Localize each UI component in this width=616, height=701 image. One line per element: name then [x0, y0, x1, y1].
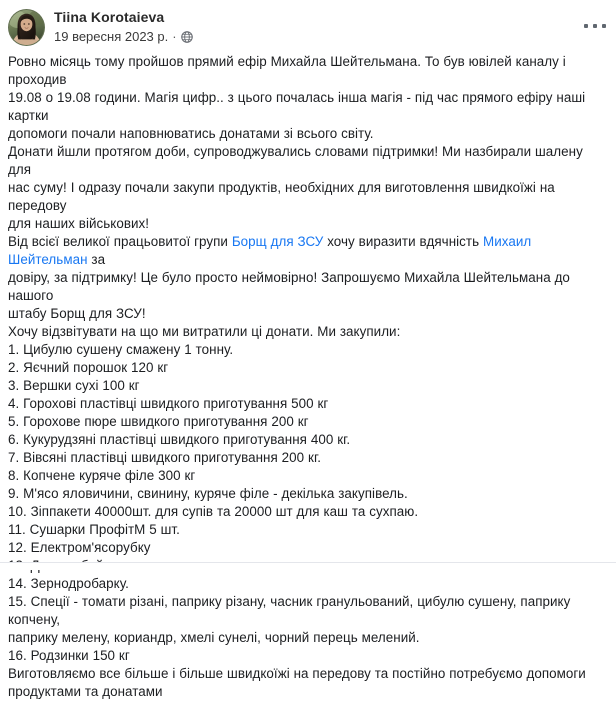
post-text-line: 1. Цибулю сушену смажену 1 тонну.	[8, 342, 234, 357]
post-text-line: довіру, за підтримку! Це було просто неймовірно! Запрошуємо Михайла Шейтельмана до нашого	[8, 270, 570, 303]
post-message	[0, 53, 616, 701]
post-text-line: 4. Горохові пластівці швидкого приготування 500 кг	[8, 396, 329, 411]
post-text-line: 7. Вівсяні пластівці швидкого приготування 200 кг.	[8, 450, 322, 465]
post-text-line: 15. Спеції - томати різані, паприку різану, часник гранульований, цибулю сушену, паприку копчену,	[8, 594, 571, 627]
post-text-fragment: за	[87, 252, 106, 267]
post-text-line: 9. М'ясо яловичини, свинину, куряче філе - декілька закупівель.	[8, 486, 408, 501]
post-text-line: 14. Зернодробарку.	[8, 576, 129, 591]
post-text-line: штабу Борщ для ЗСУ!	[8, 306, 146, 321]
post-text-line: 6. Кукурудзяні пластівці швидкого приготування 400 кг.	[8, 432, 351, 447]
post-text-line: 8. Копчене куряче філе 300 кг	[8, 468, 196, 483]
post-text-line: 19.08 о 19.08 години. Магія цифр.. з цього почалась інша магія - під час прямого ефіру наші картки	[8, 90, 586, 123]
post-author-block	[54, 9, 193, 45]
post-footer-strip	[0, 563, 616, 570]
post-text-line: 12. Електром'ясорубку	[8, 540, 151, 555]
post-text-line: 16. Родзинки 150 кг	[8, 648, 130, 663]
post-mention-link[interactable]: Михаил Шейтельман	[8, 234, 532, 267]
post-text-line: Ровно місяць тому пройшов прямий ефір Михайла Шейтельмана. То був ювілей каналу і проходив	[8, 54, 566, 87]
post-text-line: Хочу відзвітувати на що ми витратили ці донати. Ми закупили:	[8, 324, 401, 339]
post-text-line: нас суму! І одразу почали закупи продуктів, необхідних для виготовлення швидкоїжі на передову	[8, 180, 555, 213]
globe-icon[interactable]	[181, 31, 193, 43]
post-text	[8, 53, 608, 701]
post-text-line: 5. Горохове пюре швидкого приготування 200 кг	[8, 414, 309, 429]
avatar[interactable]	[8, 9, 45, 46]
menu-dot	[602, 24, 606, 28]
options-menu-button[interactable]	[584, 18, 606, 34]
post-header	[0, 0, 616, 50]
post-text-line: Виготовляємо все більше і більше швидкоїжі на передову та постійно потребуємо допомоги	[8, 666, 586, 681]
menu-dot	[593, 24, 597, 28]
post-text-line: 11. Сушарки ПрофітМ 5 шт.	[8, 522, 180, 537]
post-text-line: 10. Зіппакети 40000шт. для супів та 20000 шт для каш та сухпаю.	[8, 504, 419, 519]
menu-dot	[584, 24, 588, 28]
post-text-fragment: Від всієї великої працьовитої групи	[8, 234, 232, 249]
post-text-line: Донати йшли протягом доби, супроводжувались словами підтримки! Ми назбирали шалену для	[8, 144, 583, 177]
author-name[interactable]: Tiina Korotaieva	[54, 9, 165, 25]
post-text-line	[8, 233, 608, 269]
post-mention-link[interactable]: Борщ для ЗСУ	[231, 234, 324, 249]
post-text-line: паприку мелену, кориандр, хмелі сунелі, чорний перець мелений.	[8, 630, 420, 645]
avatar-photo	[9, 10, 44, 45]
post-text-line: допомоги почали наповнюватись донатами зі всього світу.	[8, 126, 374, 141]
post-text-line: для наших військових!	[8, 216, 150, 231]
post-text-fragment: хочу виразити вдячність	[323, 234, 483, 249]
meta-separator: ·	[172, 29, 177, 44]
post-date[interactable]: 19 вересня 2023 р.	[54, 29, 169, 44]
post-text-line: продуктами та донатами	[8, 684, 163, 699]
post-meta	[54, 29, 193, 45]
post-text-line: 2. Яєчний порошок 120 кг	[8, 360, 169, 375]
post-text-line: 3. Вершки сухі 100 кг	[8, 378, 140, 393]
